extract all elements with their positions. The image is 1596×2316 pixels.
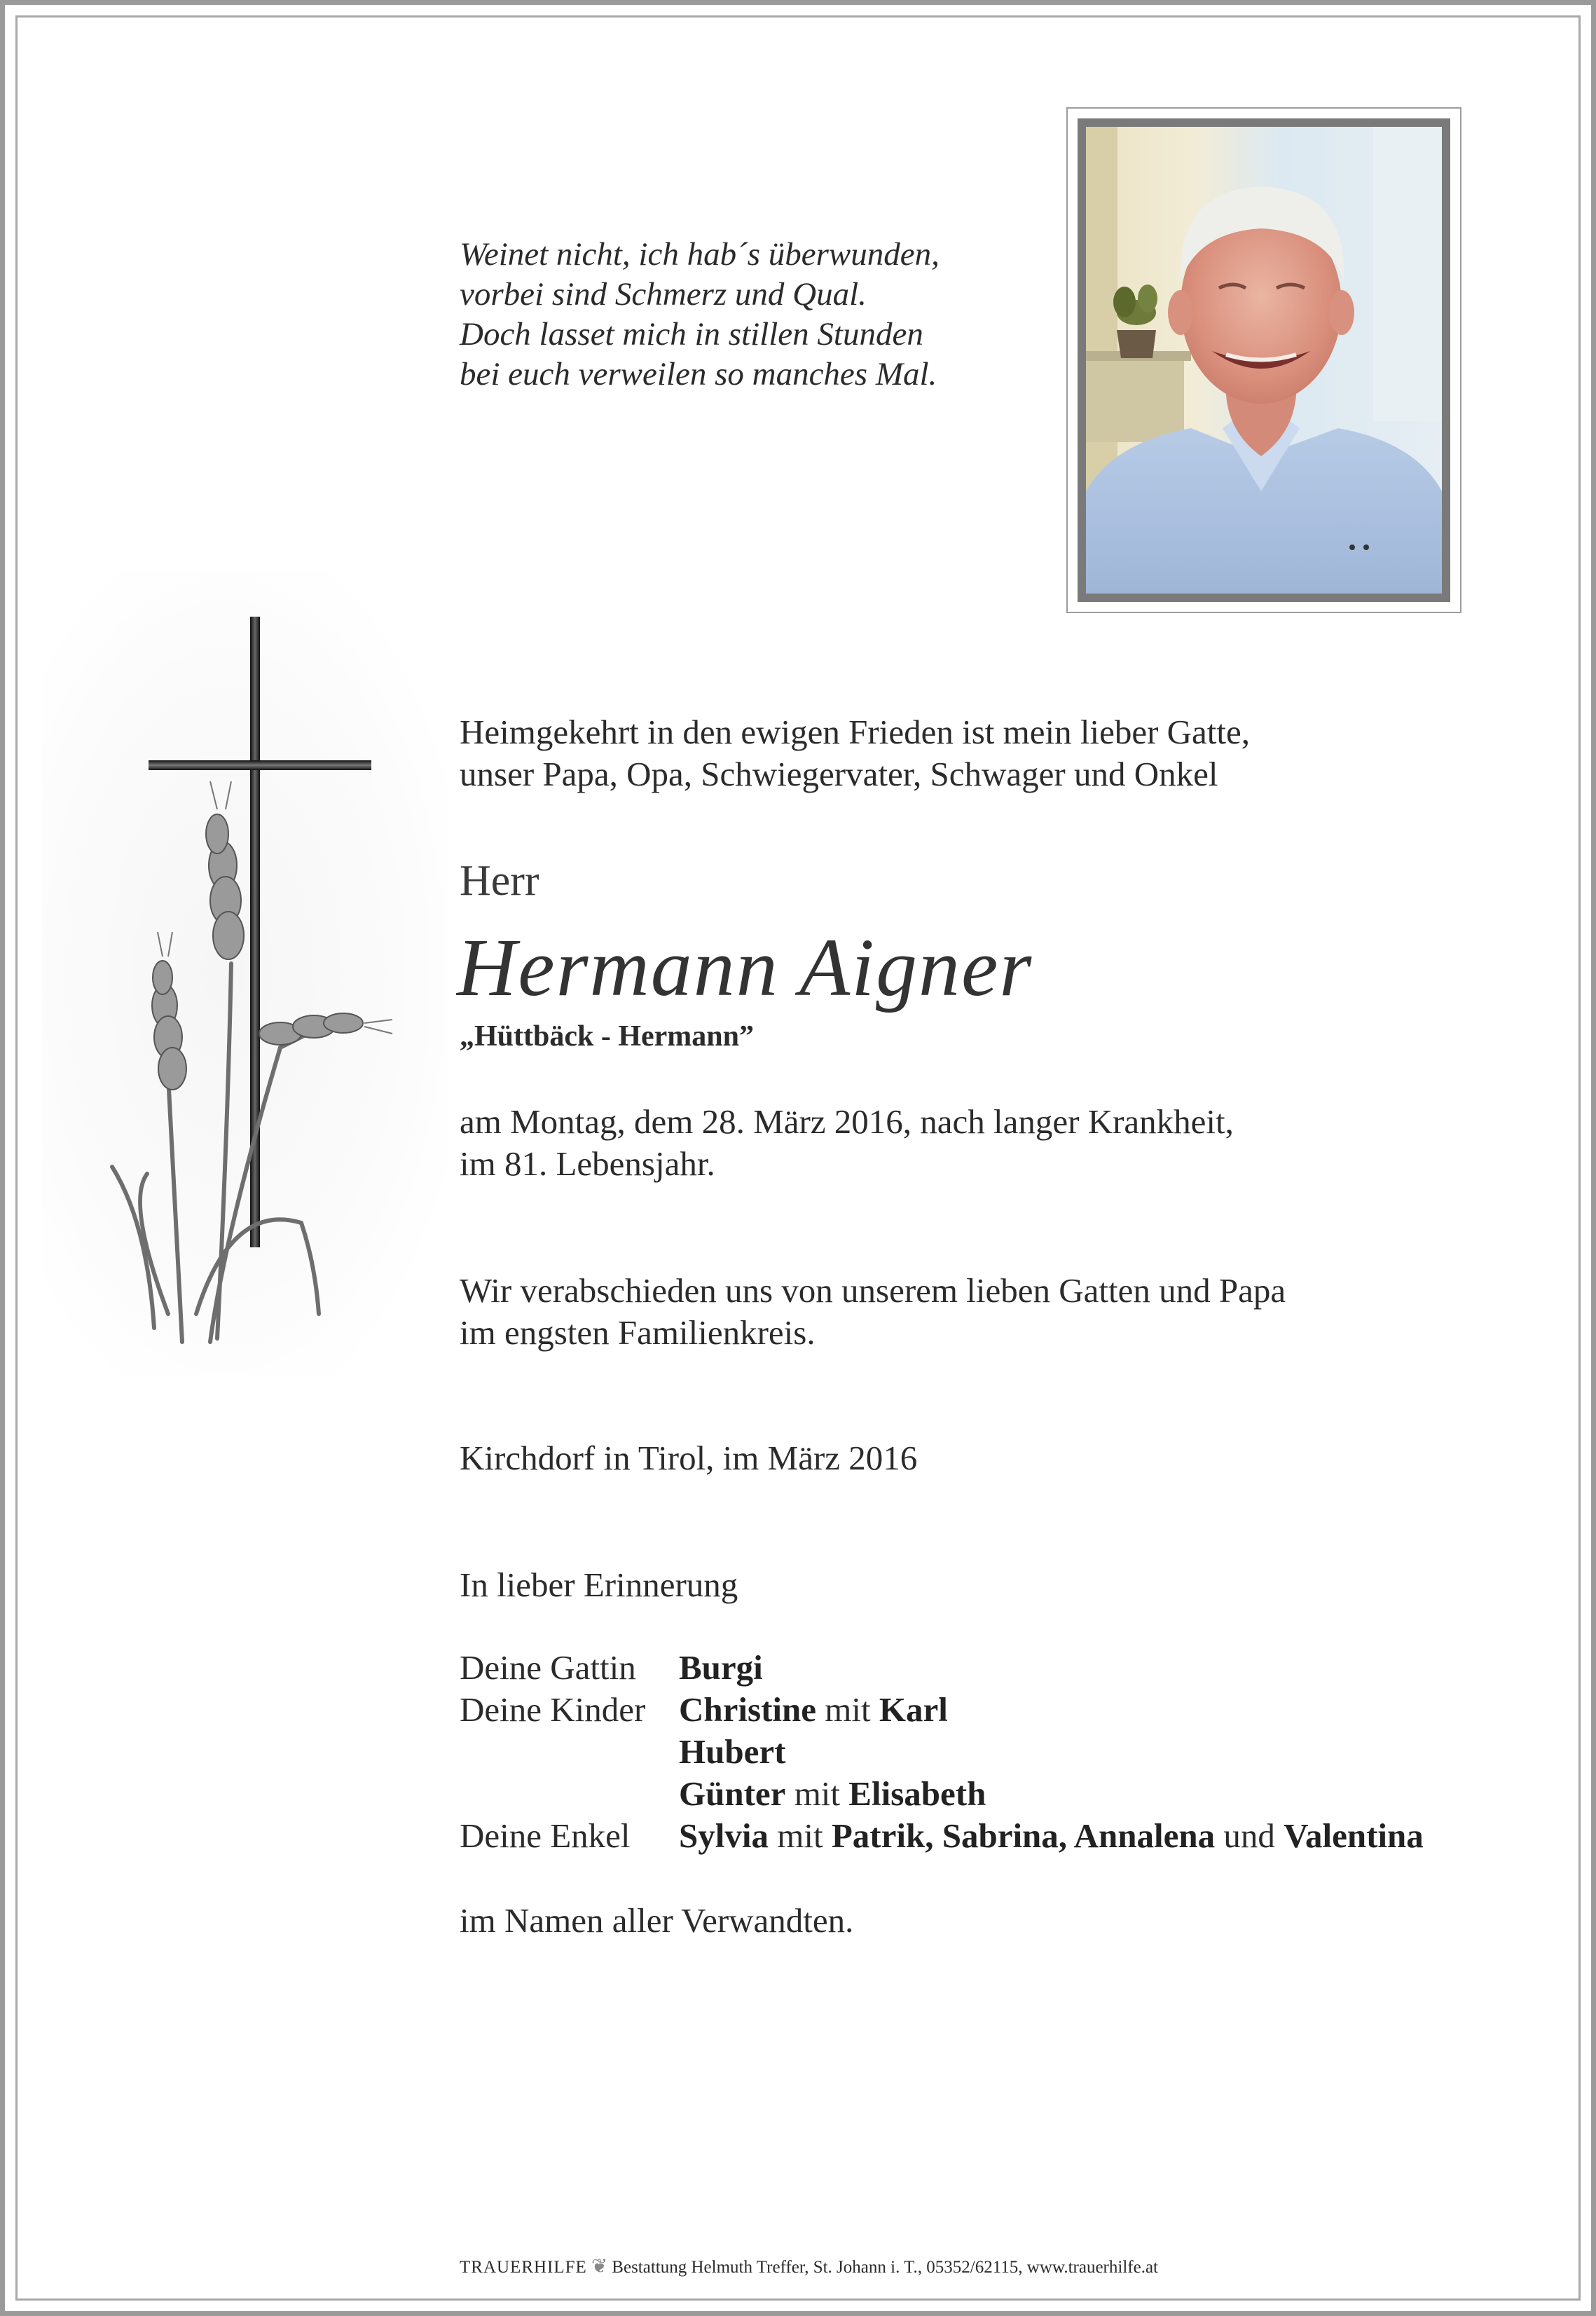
partner-name: Elisabeth [848, 1774, 986, 1813]
child-name: Günter [679, 1774, 786, 1813]
farewell-line: Wir verabschieden uns von unserem lieben Gatten und Papa [460, 1271, 1286, 1310]
grandchild-name: Sylvia [679, 1816, 769, 1855]
deceased-name: Hermann Aigner [457, 921, 1033, 1013]
salutation: Herr [460, 857, 539, 905]
family-row-grandchildren [460, 1815, 1424, 1857]
partner-name: Karl [879, 1690, 948, 1729]
conjunction: mit [794, 1774, 841, 1813]
nickname: „Hüttbäck - Hermann” [460, 1020, 754, 1053]
footer [460, 2254, 1158, 2278]
farewell [460, 1270, 1286, 1354]
cross-with-wheat-icon [42, 571, 448, 1377]
family-label: Deine Enkel [460, 1816, 631, 1855]
child-name: Christine [679, 1690, 816, 1729]
conjunction: mit [825, 1690, 871, 1729]
grandchild-names: Patrik, Sabrina, Annalena [831, 1816, 1216, 1855]
place-date: Kirchdorf in Tirol, im März 2016 [460, 1439, 918, 1477]
family-row-children [460, 1731, 1424, 1773]
farewell-line: im engsten Familienkreis. [460, 1313, 816, 1352]
spouse-name: Burgi [679, 1648, 763, 1687]
family-label: Deine Kinder [460, 1690, 646, 1729]
family-row-children [460, 1689, 1424, 1731]
family-label: Deine Gattin [460, 1648, 636, 1687]
poem-line: bei euch verweilen so manches Mal. [460, 356, 937, 392]
child-name: Hubert [679, 1732, 786, 1771]
conjunction: mit [777, 1816, 823, 1855]
poem-line: vorbei sind Schmerz und Qual. [460, 276, 867, 313]
family-row-spouse [460, 1647, 1424, 1689]
memory-line: In lieber Erinnerung [460, 1565, 738, 1604]
footer-brand: TRAUERHILFE [460, 2258, 587, 2277]
poem [460, 235, 940, 395]
death-info-line: im 81. Lebensjahr. [460, 1144, 715, 1183]
closing: im Namen aller Verwandten. [460, 1901, 854, 1940]
death-info [460, 1101, 1234, 1185]
portrait-photo [1086, 127, 1442, 594]
announcement-line: Heimgekehrt in den ewigen Frieden ist mein lieber Gatte, [460, 713, 1251, 751]
announcement-line: unser Papa, Opa, Schwiegervater, Schwager und Onkel [460, 755, 1218, 793]
announcement [460, 711, 1250, 795]
dove-icon: ❦ [591, 2256, 608, 2277]
family-list [460, 1647, 1424, 1857]
grandchild-name: Valentina [1284, 1816, 1424, 1855]
poem-line: Weinet nicht, ich hab´s überwunden, [460, 236, 940, 273]
portrait-mat [1078, 118, 1450, 602]
poem-line: Doch lasset mich in stillen Stunden [460, 316, 923, 352]
footer-text: Bestattung Helmuth Treffer, St. Johann i. T., 05352/62115, www.trauerhilfe.at [612, 2258, 1158, 2277]
family-row-children [460, 1773, 1424, 1815]
portrait-frame [1066, 107, 1461, 613]
conjunction: und [1223, 1816, 1275, 1855]
death-info-line: am Montag, dem 28. März 2016, nach langer Krankheit, [460, 1102, 1234, 1141]
